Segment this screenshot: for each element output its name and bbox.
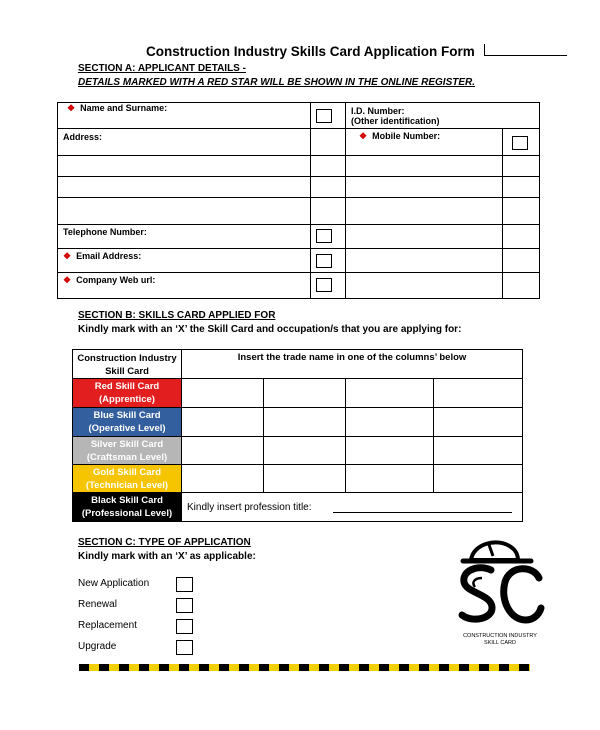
- trade-cell[interactable]: [182, 437, 264, 465]
- hazard-stripe: [79, 664, 530, 671]
- blank-cell[interactable]: [346, 225, 503, 249]
- trade-cell[interactable]: [264, 437, 346, 465]
- name-checkbox[interactable]: [316, 109, 332, 123]
- trade-cell[interactable]: [182, 465, 264, 493]
- trade-cell[interactable]: [264, 408, 346, 437]
- mobile-checkbox-cell[interactable]: [503, 129, 540, 156]
- section-b-heading: SECTION B: SKILLS CARD APPLIED FOR: [78, 310, 276, 321]
- website-label: Company Web url:: [76, 275, 156, 285]
- address-line-4[interactable]: [58, 198, 311, 225]
- mobile-checkbox[interactable]: [512, 136, 528, 150]
- section-c-instruction: Kindly mark with an ‘X’ as applicable:: [78, 551, 256, 562]
- telephone-cell[interactable]: [58, 225, 311, 249]
- renewal-checkbox[interactable]: [176, 598, 193, 613]
- gold-skill-card[interactable]: [73, 465, 182, 493]
- card-name: Black Skill Card: [91, 495, 163, 506]
- red-star-icon: ❖: [67, 103, 76, 113]
- skill-card-table: [72, 349, 523, 522]
- gold-card-row: [73, 465, 523, 493]
- blank-cell[interactable]: [346, 156, 503, 177]
- email-checkbox-cell[interactable]: [311, 249, 346, 273]
- mobile-cell[interactable]: [346, 129, 503, 156]
- name-label: Name and Surname:: [80, 103, 168, 113]
- blank-cell[interactable]: [311, 129, 346, 156]
- option-renewal-label: Renewal: [78, 599, 117, 610]
- blank-cell[interactable]: [311, 156, 346, 177]
- profession-input-line[interactable]: [333, 512, 512, 513]
- trade-cell[interactable]: [182, 379, 264, 408]
- sc-monogram-icon: [462, 568, 541, 620]
- blank-cell[interactable]: [503, 249, 540, 273]
- corner-rule: [484, 44, 567, 56]
- name-cell[interactable]: [58, 103, 311, 129]
- black-card-row: [73, 493, 523, 522]
- trade-cell[interactable]: [346, 437, 434, 465]
- upgrade-checkbox[interactable]: [176, 640, 193, 655]
- red-skill-card[interactable]: [73, 379, 182, 408]
- new-application-checkbox[interactable]: [176, 577, 193, 592]
- trade-cell[interactable]: [264, 465, 346, 493]
- blank-cell[interactable]: [346, 249, 503, 273]
- skill-card-header: Construction Industry Skill Card: [73, 350, 182, 379]
- applicant-details-table: [57, 102, 540, 299]
- trade-name-header: Insert the trade name in one of the columns’ below: [182, 350, 523, 379]
- blue-card-row: [73, 408, 523, 437]
- trade-cell[interactable]: [182, 408, 264, 437]
- email-checkbox[interactable]: [316, 254, 332, 268]
- card-name: Silver Skill Card: [90, 438, 164, 450]
- hard-hat-icon: [463, 542, 531, 561]
- trade-cell[interactable]: [264, 379, 346, 408]
- card-level: (Technician Level): [85, 479, 169, 491]
- blank-cell[interactable]: [503, 156, 540, 177]
- id-label: I.D. Number:: [351, 106, 405, 116]
- section-b-instruction: Kindly mark with an ‘X’ the Skill Card and occupation/s that you are applying for:: [78, 324, 462, 335]
- email-label: Email Address:: [76, 251, 142, 261]
- profession-label: Kindly insert profession title:: [187, 501, 312, 513]
- blank-cell[interactable]: [503, 273, 540, 299]
- blank-cell[interactable]: [503, 198, 540, 225]
- blue-skill-card[interactable]: [73, 408, 182, 437]
- blank-cell[interactable]: [346, 273, 503, 299]
- form-title: Construction Industry Skills Card Application Form: [146, 44, 475, 59]
- website-checkbox-cell[interactable]: [311, 273, 346, 299]
- website-cell[interactable]: [58, 273, 311, 299]
- email-cell[interactable]: [58, 249, 311, 273]
- replacement-checkbox[interactable]: [176, 619, 193, 634]
- option-replacement-label: Replacement: [78, 620, 137, 631]
- skill-card-logo: [455, 538, 547, 632]
- card-level: (Apprentice): [99, 394, 155, 405]
- logo-caption: [440, 633, 560, 647]
- card-name: Blue Skill Card: [93, 410, 161, 421]
- trade-cell[interactable]: [434, 437, 523, 465]
- id-cell[interactable]: [346, 103, 540, 129]
- blank-cell[interactable]: [346, 177, 503, 198]
- other-id-label: (Other identification): [351, 116, 440, 126]
- telephone-checkbox[interactable]: [316, 229, 332, 243]
- address-line-2[interactable]: [58, 156, 311, 177]
- card-level: (Operative Level): [88, 423, 166, 434]
- name-checkbox-cell[interactable]: [311, 103, 346, 129]
- blank-cell[interactable]: [503, 177, 540, 198]
- card-name: Red Skill Card: [94, 381, 160, 392]
- card-level: (Professional Level): [81, 508, 173, 519]
- trade-cell[interactable]: [346, 465, 434, 493]
- section-a-heading: SECTION A: APPLICANT DETAILS -: [78, 63, 246, 74]
- option-upgrade-label: Upgrade: [78, 641, 117, 652]
- blank-cell[interactable]: [311, 177, 346, 198]
- card-level: (Craftsman Level): [86, 451, 168, 463]
- blank-cell[interactable]: [346, 198, 503, 225]
- trade-cell[interactable]: [346, 379, 434, 408]
- section-c-heading: SECTION C: TYPE OF APPLICATION: [78, 537, 251, 548]
- trade-cell[interactable]: [434, 465, 523, 493]
- address-label: Address:: [63, 132, 103, 142]
- silver-card-row: [73, 437, 523, 465]
- section-a-note: DETAILS MARKED WITH A RED STAR WILL BE SHOWN IN THE ONLINE REGISTER.: [78, 77, 476, 88]
- website-checkbox[interactable]: [316, 278, 332, 292]
- trade-cell[interactable]: [346, 408, 434, 437]
- mobile-label: Mobile Number:: [372, 131, 441, 141]
- red-star-icon: ❖: [63, 275, 72, 285]
- logo-line-2: SKILL CARD: [484, 640, 516, 646]
- option-new-application-label: New Application: [78, 578, 150, 589]
- red-star-icon: ❖: [359, 131, 368, 141]
- trade-cell[interactable]: [434, 408, 523, 437]
- logo-line-1: CONSTRUCTION INDUSTRY: [463, 633, 537, 639]
- trade-cell[interactable]: [434, 379, 523, 408]
- address-line-3[interactable]: [58, 177, 311, 198]
- silver-skill-card[interactable]: [73, 437, 182, 465]
- profession-cell[interactable]: [182, 493, 523, 522]
- black-skill-card[interactable]: [73, 493, 182, 522]
- address-cell[interactable]: [58, 129, 311, 156]
- card-name: Gold Skill Card: [92, 466, 162, 478]
- red-card-row: [73, 379, 523, 408]
- telephone-label: Telephone Number:: [63, 227, 147, 237]
- blank-cell[interactable]: [311, 198, 346, 225]
- red-star-icon: ❖: [63, 251, 72, 261]
- telephone-checkbox-cell[interactable]: [311, 225, 346, 249]
- blank-cell[interactable]: [503, 225, 540, 249]
